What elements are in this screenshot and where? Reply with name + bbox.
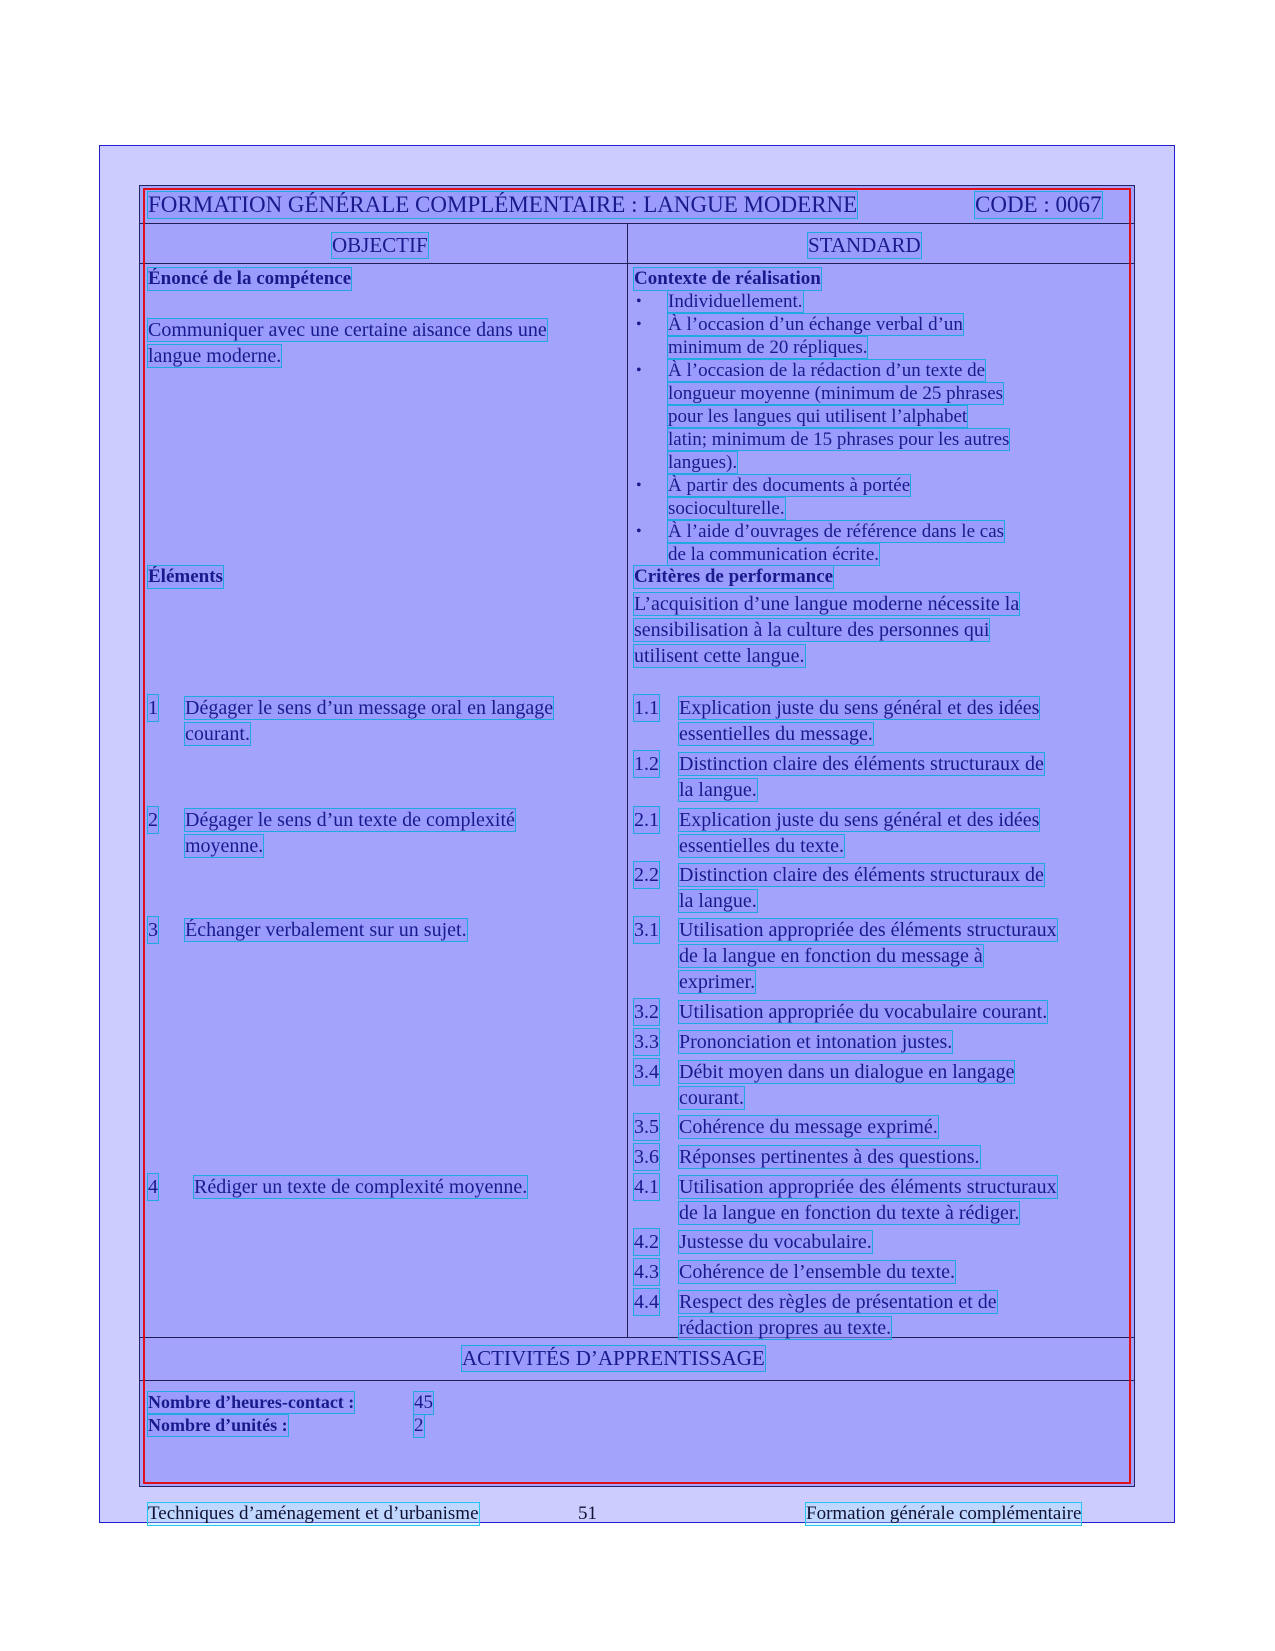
context-heading: Contexte de réalisation [634,268,821,289]
hours-label: Nombre d’heures-contact : [148,1392,355,1412]
criterion-number: 4.4 [634,1291,659,1313]
criterion-number: 3.6 [634,1146,659,1168]
criterion-line: Explication juste du sens général et des idées [679,697,1040,719]
element-line: courant. [185,723,250,745]
criterion-line: Prononciation et intonation justes. [679,1031,953,1053]
criterion-line: exprimer. [679,971,756,993]
context-line: À l’aide d’ouvrages de référence dans le cas [668,521,1005,542]
criterion-line: Utilisation appropriée des éléments structuraux [679,1176,1057,1198]
context-bullet [668,474,910,520]
bullet-icon: • [636,477,642,494]
element-number: 3 [148,919,158,941]
context-line: pour les langues qui utilisent l’alphabet [668,406,968,427]
criterion-line: la langue. [679,779,757,801]
context-line: socioculturelle. [668,498,785,519]
competence-heading: Énoncé de la compétence [148,268,352,289]
footer-section: Formation générale complémentaire [806,1503,1082,1524]
course-code: CODE : 0067 [975,192,1102,217]
context-line: longueur moyenne (minimum de 25 phrases [668,383,1004,404]
criterion-item [679,1029,952,1055]
criteria-heading: Critères de performance [634,566,834,587]
criterion-line: essentielles du message. [679,723,873,745]
criterion-line: courant. [679,1087,744,1109]
footer-program: Techniques d’aménagement et d’urbanisme [148,1503,479,1524]
element-line: Rédiger un texte de complexité moyenne. [194,1176,528,1198]
criterion-line: Cohérence de l’ensemble du texte. [679,1261,955,1283]
element-item [185,807,515,859]
criterion-line: Réponses pertinentes à des questions. [679,1146,980,1168]
criterion-number: 3.2 [634,1001,659,1023]
criterion-number: 3.4 [634,1061,659,1083]
element-item [194,1174,527,1200]
criterion-item [679,1174,1057,1226]
context-bullet [668,313,963,359]
context-line: langues). [668,452,738,473]
context-line: latin; minimum de 15 phrases pour les autres [668,429,1010,450]
criterion-line: Distinction claire des éléments structuraux de [679,864,1044,886]
rule-under-column-heads [139,263,1135,264]
criterion-item [679,1114,938,1140]
element-item [185,917,467,943]
criterion-item [679,917,1057,995]
element-line: moyenne. [185,835,264,857]
bullet-icon: • [636,293,642,310]
criteria-intro-line: sensibilisation à la culture des personnes qui [634,619,990,641]
criterion-number: 3.5 [634,1116,659,1138]
criterion-item [679,751,1044,803]
criterion-item [679,1059,1014,1111]
criterion-line: rédaction propres au texte. [679,1317,892,1339]
criterion-item [679,862,1044,914]
context-line: À l’occasion d’un échange verbal d’un [668,314,963,335]
units-value: 2 [414,1415,424,1436]
context-line: minimum de 20 répliques. [668,337,868,358]
bullet-icon: • [636,523,642,540]
element-number: 2 [148,809,158,831]
criterion-number: 4.3 [634,1261,659,1283]
criterion-number: 4.2 [634,1231,659,1253]
competence-line: Communiquer avec une certaine aisance dans une [148,319,547,341]
element-line: Échanger verbalement sur un sujet. [185,919,467,941]
criterion-line: de la langue en fonction du message à [679,945,983,967]
criterion-line: la langue. [679,890,757,912]
competence-statement [148,317,547,369]
criterion-line: Justesse du vocabulaire. [679,1231,872,1253]
criterion-line: essentielles du texte. [679,835,844,857]
context-bullet [668,359,1009,474]
context-line: Individuellement. [668,291,803,312]
criterion-line: Cohérence du message exprimé. [679,1116,938,1138]
rule-under-activities [139,1380,1135,1381]
units-label: Nombre d’unités : [148,1415,288,1435]
column-head-standard: STANDARD [808,233,921,257]
criterion-number: 4.1 [634,1176,659,1198]
criteria-intro-line: L’acquisition d’une langue moderne nécessite la [634,593,1020,615]
element-number: 4 [148,1176,158,1198]
element-line: Dégager le sens d’un message oral en langage [185,697,554,719]
criterion-line: Distinction claire des éléments structuraux de [679,753,1044,775]
element-item [185,695,553,747]
criterion-number: 2.1 [634,809,659,831]
competence-line: langue moderne. [148,345,282,367]
bullet-icon: • [636,316,642,333]
criteria-intro [634,591,1019,669]
criterion-number: 3.1 [634,919,659,941]
criterion-item [679,1229,872,1255]
criterion-number: 3.3 [634,1031,659,1053]
context-line: de la communication écrite. [668,544,880,565]
criterion-item [679,999,1047,1025]
criterion-item [679,1289,997,1341]
form-title: FORMATION GÉNÉRALE COMPLÉMENTAIRE : LANGUE MODERNE [148,192,858,217]
rule-under-title [139,223,1135,224]
context-bullet [668,520,1004,566]
criterion-item [679,1259,955,1285]
element-number: 1 [148,697,158,719]
criterion-line: Respect des règles de présentation et de [679,1291,997,1313]
criterion-line: Utilisation appropriée du vocabulaire courant. [679,1001,1048,1023]
criterion-item [679,807,1039,859]
criterion-line: de la langue en fonction du texte à rédiger. [679,1202,1020,1224]
column-divider [627,223,628,1337]
criteria-intro-line: utilisent cette langue. [634,645,805,667]
context-line: À partir des documents à portée [668,475,911,496]
element-line: Dégager le sens d’un texte de complexité [185,809,515,831]
criterion-line: Utilisation appropriée des éléments structuraux [679,919,1057,941]
criterion-number: 1.1 [634,697,659,719]
context-line: À l’occasion de la rédaction d’un texte de [668,360,986,381]
elements-heading: Éléments [148,566,223,587]
bullet-icon: • [636,362,642,379]
criterion-item [679,1144,980,1170]
footer-page-number: 51 [578,1503,597,1524]
criterion-number: 1.2 [634,753,659,775]
criterion-line: Débit moyen dans un dialogue en langage [679,1061,1015,1083]
criterion-number: 2.2 [634,864,659,886]
activities-heading: ACTIVITÉS D’APPRENTISSAGE [462,1346,765,1370]
criterion-item [679,695,1039,747]
criterion-line: Explication juste du sens général et des idées [679,809,1040,831]
column-head-objectif: OBJECTIF [332,233,428,257]
hours-value: 45 [414,1392,433,1413]
context-bullet [668,290,803,313]
